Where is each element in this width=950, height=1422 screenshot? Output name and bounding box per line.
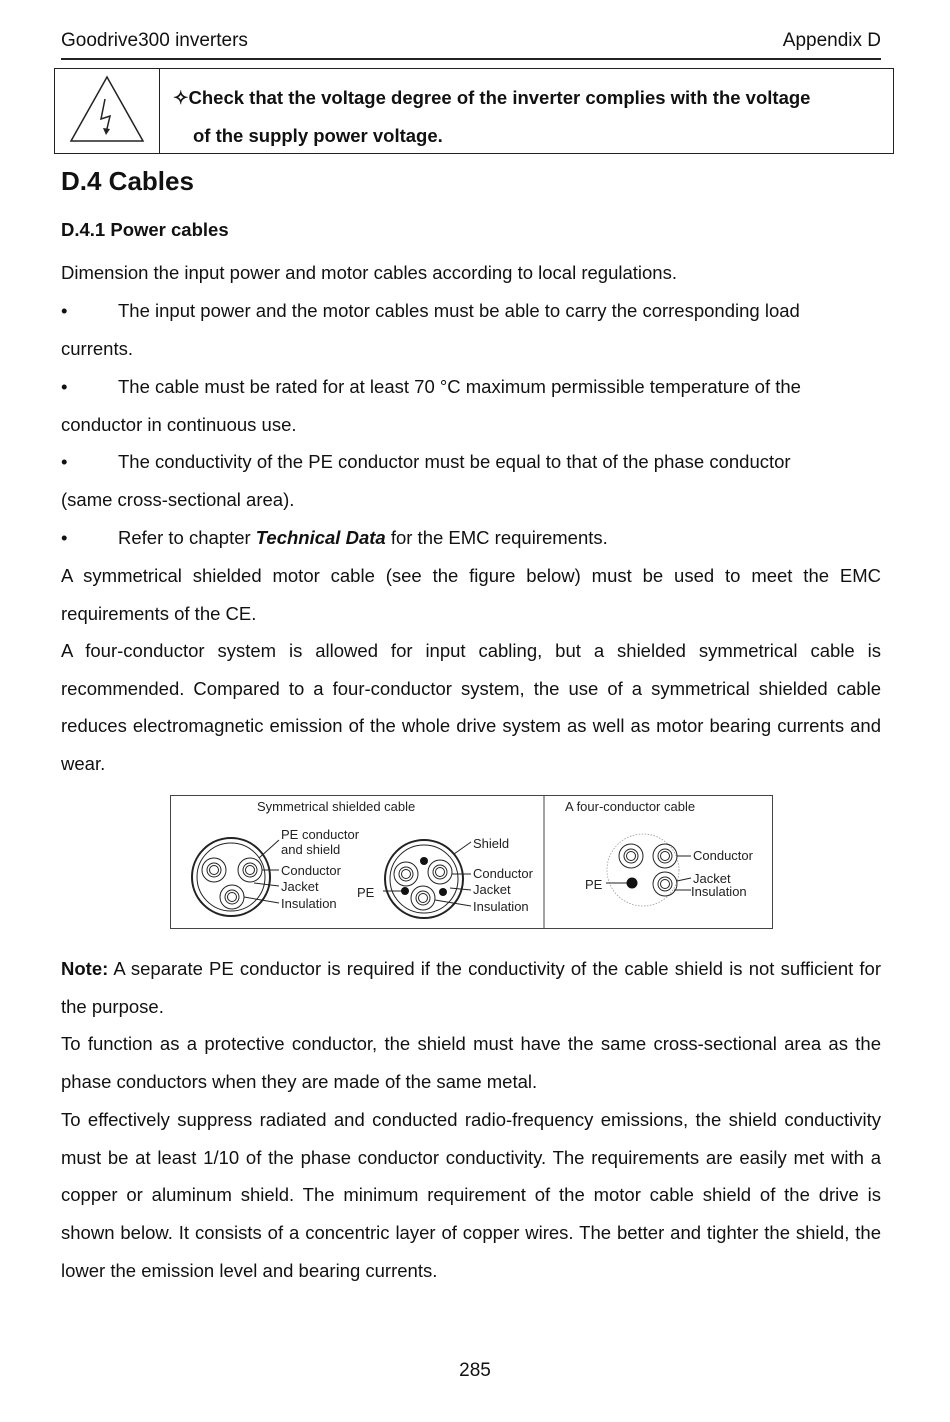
svg-text:Insulation: Insulation	[473, 899, 529, 914]
protective-conductor-paragraph: To function as a protective conductor, the shield must have the same cross-sectional area as the phase conductors when they are made of the same metal.	[61, 1033, 881, 1092]
warning-line-1: ✧Check that the voltage degree of the inverter complies with the voltage	[173, 87, 811, 108]
symmetrical-cable-paragraph: A symmetrical shielded motor cable (see the figure below) must be used to meet the EMC requirements of the CE.	[61, 565, 881, 624]
page-header	[61, 30, 881, 60]
note-label: Note:	[61, 958, 109, 979]
svg-text:and shield: and shield	[281, 842, 341, 857]
cable-figure	[170, 795, 773, 929]
svg-text:Insulation: Insulation	[281, 896, 337, 911]
svg-text:Conductor: Conductor	[281, 863, 341, 878]
right-figure-title: A four-conductor cable	[565, 799, 696, 814]
section-title: D.4 Cables	[61, 166, 194, 196]
bullet-item: • The cable must be rated for at least 70 °C maximum permissible temperature of the conductor in continuous use.	[61, 376, 801, 435]
high-voltage-warning-icon	[55, 69, 159, 153]
header-section: Appendix D	[782, 30, 881, 51]
bullet-item: • Refer to chapter Technical Data for the EMC requirements.	[61, 527, 608, 548]
svg-text:Jacket: Jacket	[693, 871, 731, 886]
warning-line-2: of the supply power voltage.	[193, 125, 443, 146]
bullet-item: • The input power and the motor cables must be able to carry the corresponding load currents.	[61, 300, 800, 359]
emission-suppression-paragraph: To effectively suppress radiated and conducted radio-frequency emissions, the shield conductivity must be at least 1/10 of the phase conductor conductivity. The requirements are easily met with a copper or aluminum shield. The minimum requirement of the motor cable shield of the drive is shown below. It consists of a concentric layer of copper wires. The better and tighter the shield, the lower the emission level and bearing currents.	[61, 1109, 881, 1281]
svg-text:Conductor: Conductor	[693, 848, 753, 863]
note-paragraph: Note: A separate PE conductor is required if the conductivity of the cable shield is not sufficient for the purpose.	[61, 958, 881, 1017]
chapter-reference: Technical Data	[255, 527, 386, 548]
svg-text:Conductor: Conductor	[473, 866, 533, 881]
svg-text:Jacket: Jacket	[281, 879, 319, 894]
svg-text:Shield: Shield	[473, 836, 510, 851]
svg-text:PE conductor: PE conductor	[281, 827, 360, 842]
shielded-cable-2	[383, 840, 471, 918]
bullet-item: • The conductivity of the PE conductor must be equal to that of the phase conductor (same cross-sectional area).	[61, 451, 791, 510]
shielded-cable-1	[192, 838, 279, 916]
four-conductor-cable	[606, 834, 691, 906]
warning-box	[54, 68, 894, 154]
warning-text	[173, 79, 881, 155]
left-figure-title: Symmetrical shielded cable	[257, 799, 416, 814]
page-number: 285	[459, 1360, 491, 1381]
subsection-title: D.4.1 Power cables	[61, 219, 229, 240]
four-conductor-paragraph: A four-conductor system is allowed for input cabling, but a shielded symmetrical cable is recommended. Compared to a four-conductor system, the use of a symmetrical shielded cable reduces electromagnetic emission of the whole drive system as well as motor bearing currents and wear.	[61, 640, 881, 775]
svg-text:PE: PE	[585, 877, 603, 892]
svg-text:Jacket: Jacket	[473, 882, 511, 897]
intro-paragraph: Dimension the input power and motor cables according to local regulations.	[61, 262, 677, 283]
svg-text:Insulation: Insulation	[691, 884, 747, 899]
header-title: Goodrive300 inverters	[61, 30, 248, 51]
svg-text:PE: PE	[357, 885, 375, 900]
